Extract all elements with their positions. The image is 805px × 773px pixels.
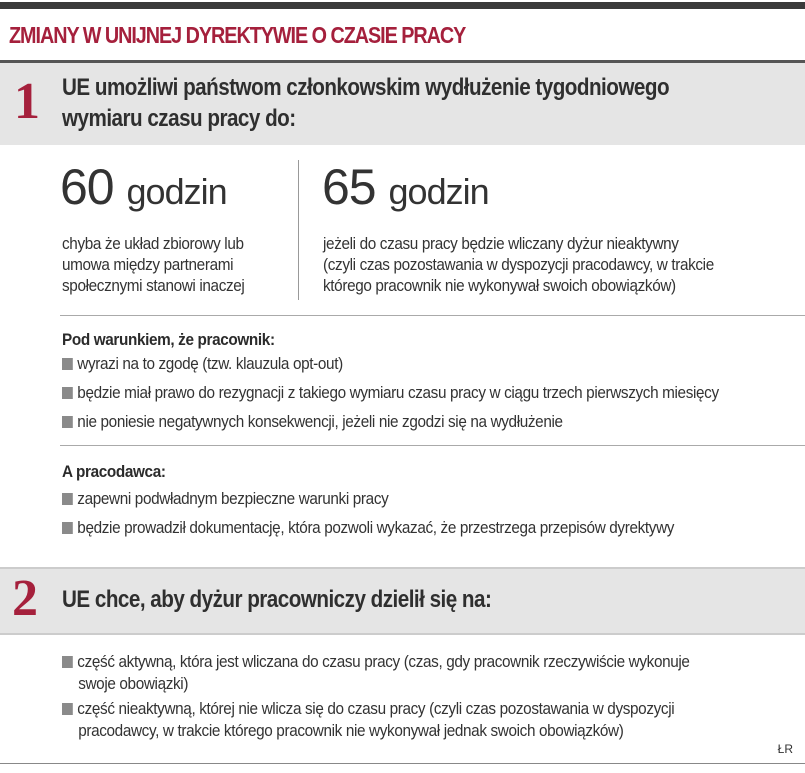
infographic-title: ZMIANY W UNIJNEJ DYREKTYWIE O CZASIE PRACY — [9, 22, 466, 48]
list-item: wyrazi na to zgodę (tzw. klauzula opt-out) — [62, 353, 343, 375]
employer-heading: A pracodawca: — [62, 462, 166, 481]
bottom-rule — [0, 763, 805, 764]
section1-heading-line1: UE umożliwi państwom członkowskim wydłużenie tygodniowego — [62, 74, 670, 101]
bullet-icon — [62, 522, 73, 534]
bullet-icon — [62, 703, 73, 715]
list-item: będzie miał prawo do rezygnacji z takiego wymiaru czasu pracy w ciągu trzech pierwszych miesięcy — [62, 382, 719, 404]
list-item: część aktywną, która jest wliczana do czasu pracy (czas, gdy pracownik rzeczywiście wykonuje swoje obowiązki) — [62, 651, 690, 695]
bullet-icon — [62, 416, 73, 428]
option-a-value: 60 godzin — [60, 159, 227, 215]
worker-heading: Pod warunkiem, że pracownik: — [62, 330, 275, 349]
option-b-value: 65 godzin — [322, 159, 489, 215]
list-item: część nieaktywną, której nie wlicza się do czasu pracy (czyli czas pozostawania w dyspozycji pracodawcy, w trakcie którego pracownik nie wykonywał jednak swoich obowiązków) — [62, 698, 674, 742]
option-b-desc: jeżeli do czasu pracy będzie wliczany dyżur nieaktywny (czyli czas pozostawania w dyspozycji pracodawcy, w trakcie którego pracownik nie wykonywał swoich obowiązków) — [323, 234, 714, 295]
section2-heading: UE chce, aby dyżur pracowniczy dzielił się na: — [62, 586, 492, 613]
vertical-divider — [298, 160, 299, 300]
list-item: będzie prowadził dokumentację, która pozwoli wykazać, że przestrzega przepisów dyrektywy — [62, 517, 674, 539]
author-credit: ŁR — [777, 742, 793, 756]
top-bar — [0, 2, 805, 9]
divider — [60, 445, 805, 446]
bullet-icon — [62, 656, 73, 668]
bullet-icon — [62, 387, 73, 399]
list-item: zapewni podwładnym bezpieczne warunki pracy — [62, 488, 388, 510]
divider — [60, 315, 805, 316]
list-item: nie poniesie negatywnych konsekwencji, jeżeli nie zgodzi się na wydłużenie — [62, 411, 563, 433]
bullet-icon — [62, 358, 73, 370]
section2-number: 2 — [12, 570, 38, 627]
option-a-desc: chyba że układ zbiorowy lub umowa między partnerami społecznymi stanowi inaczej — [62, 234, 245, 295]
section1-heading-line2: wymiaru czasu pracy do: — [62, 105, 296, 132]
section1-number: 1 — [14, 73, 40, 130]
bullet-icon — [62, 493, 73, 505]
